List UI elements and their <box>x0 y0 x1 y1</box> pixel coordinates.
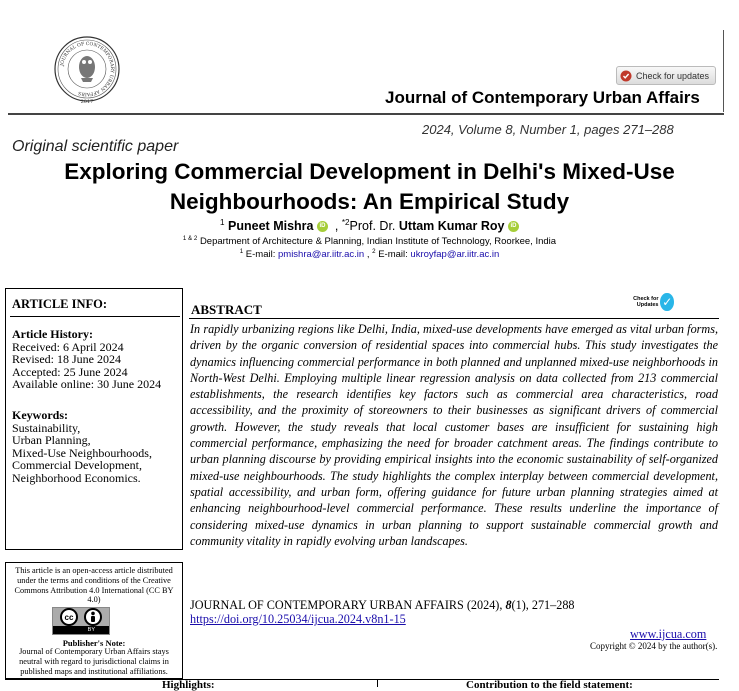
email2-label: E-mail: <box>378 249 408 261</box>
copyright: Copyright © 2024 by the author(s). <box>590 641 718 651</box>
doi-link[interactable]: https://doi.org/10.25034/ijcua.2024.v8n1-15 <box>190 612 406 626</box>
logo-ring-text: JOURNAL OF CONTEMPORARY URBAN AFFAIRS <box>60 41 115 97</box>
author2-prefix: Prof. Dr. <box>349 219 396 234</box>
author-line: $^1$ Puneet Mishra iD , $^{*2}$Prof. Dr. Uttam Kumar Roy iD <box>0 218 739 233</box>
article-info-rule <box>10 316 180 317</box>
highlights-heading: Highlights: <box>162 679 215 691</box>
check-updates-icon <box>620 70 632 82</box>
history-revised: Revised: 18 June 2024 <box>12 352 121 367</box>
logo-year: 2017 <box>80 99 94 105</box>
check-for-updates-button[interactable] <box>616 66 716 85</box>
attribution-person-icon <box>84 608 102 626</box>
article-info-heading: ARTICLE INFO: <box>12 297 108 311</box>
keyword-item: Urban Planning, <box>12 433 91 448</box>
history-received: Received: 6 April 2024 <box>12 339 124 354</box>
citation <box>190 598 575 613</box>
check-for-updates-label: Check for updates <box>636 70 710 81</box>
abstract-text: In rapidly urbanizing regions like Delhi, India, mixed-use developments have emerged as vital urban forms, driven by the organic conversion of residential spaces into commercial hubs. This study investigates the dynamics influencing commercial performance in both planned and unplanned mixed-use neighborhoods in North-West Delhi. Employing multiple linear regression analysis on data collected from 213 commercial establishments, the research identifies key factors such as commercial area characteristics, road accessibility, and the proximity of storeowners to their businesses as significant drivers of commercial growth. However, the study reveals that local customer bases are insufficient for sustaining high commercial performance, emphasizing the need for broader catchment areas. The findings contribute to urban planning discourse by providing empirical insights into the economic sustainability of self-organized mixed-use neighbourhoods. The study highlights the complex interplay between commercial development, spatial accessibility, and urban form, offering guidance for future urban planning strategies aimed at enhancing neighbourhood-level commercial performance. These results underline the importance of considering mixed-use dynamics in urban planning to support sustainable commercial growth and community vitality in rapidly evolving urban landscapes. <box>190 322 718 548</box>
history-accepted: Accepted: 25 June 2024 <box>12 364 128 379</box>
keyword-item: Mixed-Use Neighbourhoods, <box>12 445 152 460</box>
affiliation-sup: 1 & 2 <box>182 235 198 242</box>
article-title <box>0 157 739 217</box>
keywords <box>12 409 152 485</box>
article-title-line-2: Neighbourhoods: An Empirical Study <box>169 189 570 214</box>
author1-name[interactable]: Puneet Mishra <box>228 219 314 234</box>
check-updates-badge[interactable] <box>622 291 674 313</box>
citation-journal: JOURNAL OF CONTEMPORARY URBAN AFFAIRS (2024), <box>190 598 503 612</box>
license-text: This article is an open-access article distributed under the terms and conditions of the Creative Commons Attribution 4.0 International (CC BY 4.0) <box>14 566 174 605</box>
checkmark-icon: ✓ <box>662 295 673 309</box>
check-updates-small-label: Check for Updates <box>633 296 659 308</box>
journal-logo <box>54 30 120 108</box>
affiliation <box>0 235 739 247</box>
contribution-heading: Contribution to the field statement: <box>466 679 633 691</box>
website-link[interactable]: www.ijcua.com <box>630 627 707 641</box>
bottom-divider <box>377 679 378 687</box>
orcid-icon[interactable]: iD <box>508 221 519 232</box>
citation-volume: 8 <box>505 598 512 612</box>
cc-by-label: BY <box>87 627 95 633</box>
history-heading: Article History: <box>12 327 93 341</box>
journal-title: Journal of Contemporary Urban Affairs <box>385 88 700 107</box>
cc-by-badge[interactable] <box>52 607 110 635</box>
author2-name[interactable]: Uttam Kumar Roy <box>398 219 505 234</box>
cc-icon: cc <box>60 608 78 626</box>
article-history <box>12 328 161 391</box>
header-divider <box>723 30 724 112</box>
publisher-note: Journal of Contemporary Urban Affairs stays neutral with regard to jurisdictional claims in published maps and institutional affiliations. <box>19 647 169 676</box>
abstract-rule <box>189 318 719 319</box>
author2-sup: *2 <box>341 218 350 227</box>
email2-link[interactable]: ukroyfap@ar.iitr.ac.in <box>410 249 500 261</box>
paper-type: Original scientific paper <box>12 138 179 155</box>
author-emails: $^1$ E-mail: pmishra@ar.iitr.ac.in , $^2$ E-mail: ukroyfap@ar.iitr.ac.in <box>239 248 500 261</box>
email1-label: E-mail: <box>245 249 276 261</box>
article-title-line-1: Exploring Commercial Development in Delhi's Mixed-Use <box>64 159 675 184</box>
keywords-heading: Keywords: <box>12 408 68 422</box>
citation-issue-pages: (1), 271–288 <box>511 598 575 612</box>
keyword-item: Commercial Development, <box>12 458 142 473</box>
email1-link[interactable]: pmishra@ar.iitr.ac.in <box>278 249 365 261</box>
keyword-item: Sustainability, <box>12 420 81 435</box>
history-available: Available online: 30 June 2024 <box>12 377 162 392</box>
keyword-item: Neighborhood Economics. <box>12 470 141 485</box>
volume-line: 2024, Volume 8, Number 1, pages 271–288 <box>422 122 674 137</box>
header-rule <box>8 113 724 115</box>
orcid-icon[interactable]: iD <box>317 221 328 232</box>
abstract-heading: ABSTRACT <box>191 302 262 317</box>
author1-sup: 1 <box>220 218 225 227</box>
publisher-note-title: Publisher's Note: <box>62 638 126 648</box>
affiliation-text: Department of Architecture & Planning, Indian Institute of Technology, Roorkee, India <box>199 236 557 248</box>
